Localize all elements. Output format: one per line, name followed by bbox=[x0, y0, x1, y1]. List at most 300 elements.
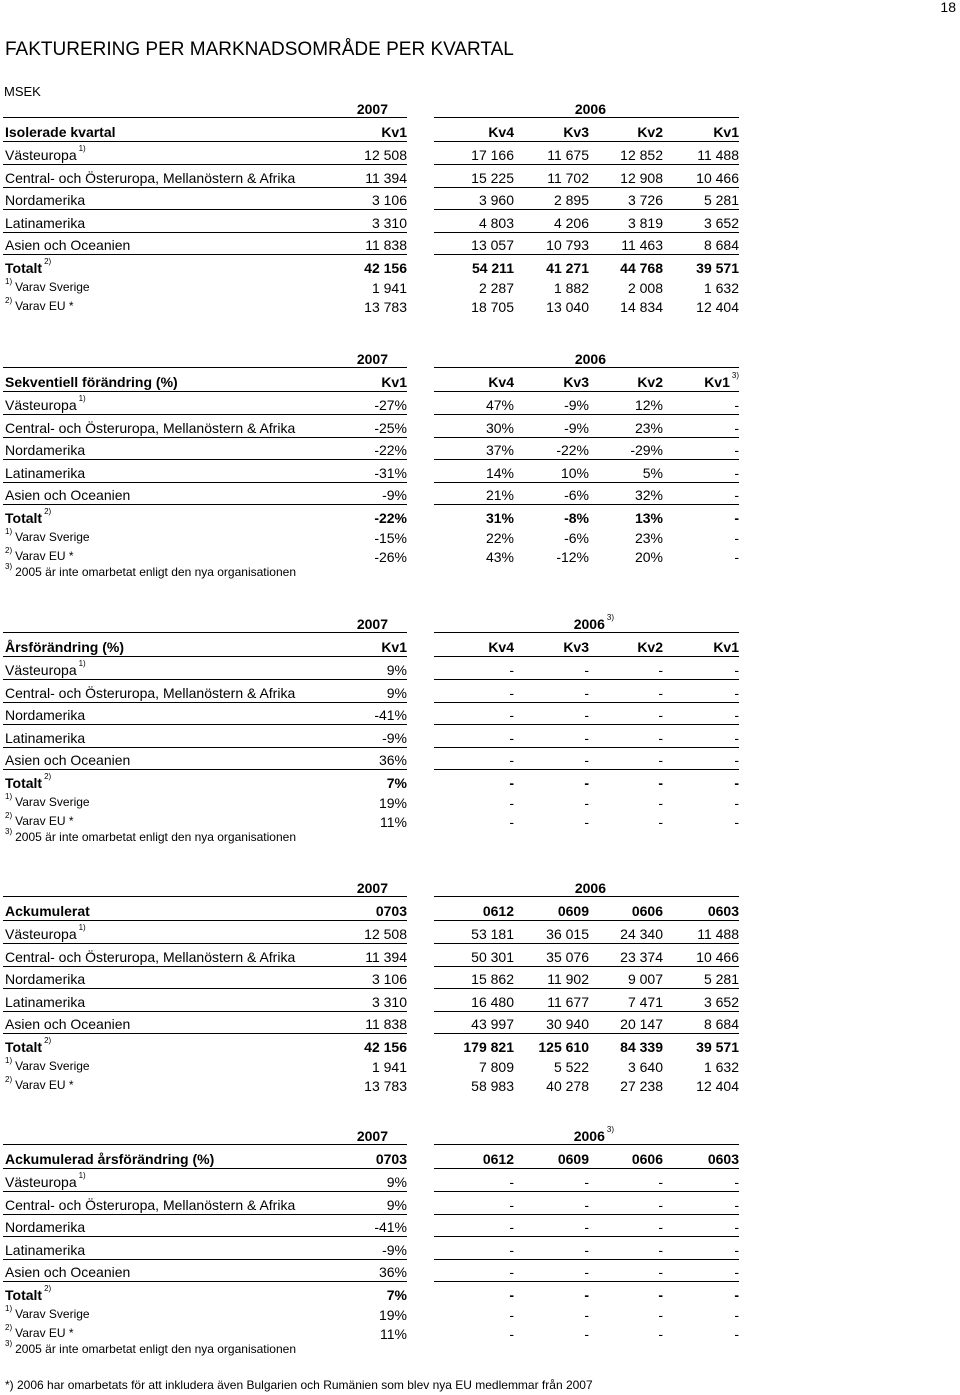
table-cell: 15 225 bbox=[471, 169, 514, 186]
table-cell: - bbox=[658, 752, 663, 769]
total-cell: 13% bbox=[634, 510, 663, 526]
column-header: 0703 bbox=[375, 1151, 407, 1167]
superscript-note: 2) bbox=[5, 545, 13, 555]
table-cell: 3 652 bbox=[703, 214, 739, 231]
total-cell: 41 271 bbox=[546, 260, 589, 276]
total-cell: -8% bbox=[564, 510, 589, 526]
table-cell: - bbox=[509, 1219, 514, 1236]
table-cell: 10 466 bbox=[696, 169, 739, 186]
total-cell: 7% bbox=[386, 775, 407, 791]
rule-line bbox=[3, 232, 407, 233]
total-cell: - bbox=[734, 510, 739, 526]
table-cell: - bbox=[658, 684, 663, 701]
table-cell: - bbox=[509, 1264, 514, 1281]
rule-line bbox=[3, 437, 407, 438]
subset-label: $^{2)}$ Varav EU * bbox=[5, 810, 74, 828]
total-cell: 44 768 bbox=[620, 260, 663, 276]
column-header: 0612 bbox=[482, 1151, 514, 1167]
rule-line bbox=[3, 504, 407, 505]
subset-cell: 2 287 bbox=[478, 280, 514, 296]
table-cell: 9% bbox=[386, 1196, 407, 1213]
superscript-note: 3) bbox=[5, 562, 13, 571]
table-cell: - bbox=[734, 752, 739, 769]
table-cell: - bbox=[734, 464, 739, 481]
table-cell: -9% bbox=[382, 487, 407, 504]
subset-cell: 12 404 bbox=[696, 298, 739, 315]
table-cell: 47% bbox=[485, 397, 514, 413]
table-cell: - bbox=[509, 707, 514, 724]
superscript-note: 2) bbox=[5, 1074, 13, 1084]
column-header: 0606 bbox=[631, 1151, 663, 1167]
total-cell: 42 156 bbox=[364, 260, 407, 276]
table-heading: Årsförändring (%) bbox=[5, 639, 124, 655]
table-header-row bbox=[0, 902, 960, 922]
total-label: Totalt $^{2)}$ bbox=[5, 257, 52, 276]
superscript-note: 2) bbox=[5, 295, 13, 305]
year-current: 2007 bbox=[356, 880, 388, 896]
table-cell: 11 463 bbox=[621, 237, 663, 254]
table-cell: -27% bbox=[374, 397, 407, 413]
subset-cell: - bbox=[509, 1325, 514, 1342]
subset-cell: 11% bbox=[380, 1325, 407, 1342]
total-cell: 31% bbox=[485, 510, 514, 526]
table-cell: - bbox=[509, 684, 514, 701]
superscript-note: 1) bbox=[78, 659, 86, 668]
superscript-note: 2) bbox=[44, 1036, 52, 1045]
subset-cell: 7 809 bbox=[478, 1059, 514, 1075]
rule-line bbox=[3, 988, 407, 989]
table-cell: 9% bbox=[386, 662, 407, 678]
rule-line bbox=[434, 187, 739, 188]
table-row bbox=[0, 751, 960, 771]
table-cell: - bbox=[734, 1264, 739, 1281]
year-current: 2007 bbox=[356, 616, 388, 632]
table-cell: - bbox=[734, 684, 739, 701]
table-cell: 3 106 bbox=[371, 971, 407, 988]
rule-line bbox=[434, 232, 739, 233]
subset-cell: 1 632 bbox=[703, 1059, 739, 1075]
table-cell: 3 310 bbox=[371, 214, 407, 231]
table-cell: 30% bbox=[485, 419, 514, 436]
subset-label: $^{2)}$ Varav EU * bbox=[5, 1074, 74, 1092]
rule-line bbox=[434, 1011, 739, 1012]
total-cell: - bbox=[509, 1287, 514, 1303]
total-cell: -22% bbox=[374, 510, 407, 526]
row-label: Asien och Oceanien bbox=[5, 237, 131, 254]
table-cell: - bbox=[584, 729, 589, 746]
year-previous: 2006 bbox=[574, 351, 606, 367]
table-row bbox=[0, 1218, 960, 1238]
rule-line bbox=[3, 724, 407, 725]
superscript-note: 2) bbox=[5, 1322, 13, 1332]
row-label: Latinamerika bbox=[5, 993, 86, 1010]
table-cell: 53 181 bbox=[471, 926, 514, 942]
table-cell: 10 793 bbox=[546, 237, 589, 254]
superscript-note: 2) bbox=[44, 257, 52, 266]
superscript-note: 3) bbox=[606, 613, 614, 622]
rule-line bbox=[3, 769, 407, 770]
subset-cell: - bbox=[658, 1325, 663, 1342]
rule-line bbox=[3, 747, 407, 748]
superscript-note: 3) bbox=[731, 371, 739, 380]
subset-cell: 12 404 bbox=[696, 1077, 739, 1094]
table-cell: 10 466 bbox=[696, 948, 739, 965]
year-previous: 2006 $^{3)}$ bbox=[573, 1125, 614, 1144]
rule-line bbox=[434, 1236, 739, 1237]
subset-cell: 1 882 bbox=[553, 280, 589, 296]
year-current: 2007 bbox=[356, 101, 388, 117]
subset-cell: 40 278 bbox=[546, 1077, 589, 1094]
table-cell: - bbox=[658, 1196, 663, 1213]
total-cell: - bbox=[658, 775, 663, 791]
rule-line bbox=[434, 1259, 739, 1260]
superscript-note: 2) bbox=[44, 1284, 52, 1293]
table-cell: 8 684 bbox=[703, 1016, 739, 1033]
table-cell: 16 480 bbox=[471, 993, 514, 1010]
table-cell: 37% bbox=[485, 442, 514, 459]
table-cell: 12% bbox=[634, 397, 663, 413]
rule-line bbox=[3, 254, 407, 255]
table-heading: Sekventiell förändring (%) bbox=[5, 374, 178, 390]
table-cell: - bbox=[584, 1241, 589, 1258]
subset-cell: - bbox=[734, 1325, 739, 1342]
rule-line bbox=[3, 1281, 407, 1282]
row-label: Asien och Oceanien bbox=[5, 1016, 131, 1033]
table-cell: 36% bbox=[378, 752, 407, 769]
table-cell: - bbox=[584, 1174, 589, 1190]
superscript-note: 1) bbox=[78, 923, 86, 932]
rule-line bbox=[434, 482, 739, 483]
rule-line bbox=[3, 459, 407, 460]
table-row bbox=[0, 1263, 960, 1283]
table-row bbox=[0, 486, 960, 506]
table-row bbox=[0, 214, 960, 234]
table-cell: 11 838 bbox=[365, 237, 407, 254]
table-cell: 36 015 bbox=[546, 926, 589, 942]
table-cell: 35 076 bbox=[546, 948, 589, 965]
table-row bbox=[0, 1173, 960, 1193]
table-cell: 5 281 bbox=[703, 192, 739, 209]
total-label: Totalt $^{2)}$ bbox=[5, 772, 52, 791]
column-header: Kv3 bbox=[563, 639, 589, 655]
table-row bbox=[0, 970, 960, 990]
rule-line bbox=[434, 254, 739, 255]
bottom-footnote: *) 2006 har omarbetats för att inkludera även Bulgarien och Rumänien som blev nya EU medlemmar från 2007 bbox=[5, 1378, 593, 1392]
total-row bbox=[0, 509, 960, 529]
subset-cell: -15% bbox=[374, 530, 407, 546]
subset-cell: 43% bbox=[485, 548, 514, 565]
total-cell: - bbox=[509, 775, 514, 791]
table-row bbox=[0, 396, 960, 416]
table-cell: - bbox=[509, 729, 514, 746]
table-heading: Ackumulerad årsförändring (%) bbox=[5, 1151, 215, 1167]
table-cell: - bbox=[658, 1219, 663, 1236]
subset-cell: - bbox=[658, 813, 663, 830]
rule-line bbox=[434, 1168, 739, 1169]
table-cell: 11 902 bbox=[547, 971, 589, 988]
subset-cell: 1 941 bbox=[371, 280, 407, 296]
table-header-row bbox=[0, 638, 960, 658]
superscript-note: 1) bbox=[5, 1056, 13, 1065]
subset-label: $^{2)}$ Varav EU * bbox=[5, 295, 74, 313]
row-label: Central- och Österuropa, Mellanöstern & Afrika bbox=[5, 169, 296, 186]
table-cell: -9% bbox=[564, 397, 589, 413]
table-cell: - bbox=[509, 1174, 514, 1190]
subset-label: $^{1)}$ Varav Sverige bbox=[5, 1056, 90, 1073]
column-header: 0609 bbox=[557, 903, 589, 919]
table-cell: 3 726 bbox=[627, 192, 663, 209]
rule-line bbox=[3, 187, 407, 188]
column-header: Kv1 bbox=[713, 639, 739, 655]
rule-line bbox=[3, 966, 407, 967]
table-row bbox=[0, 1241, 960, 1261]
subset-label: $^{1)}$ Varav Sverige bbox=[5, 792, 90, 809]
subset-cell: 27 238 bbox=[620, 1077, 663, 1094]
table-row bbox=[0, 1015, 960, 1035]
table-cell: 11 488 bbox=[697, 926, 739, 942]
table-cell: 9 007 bbox=[627, 971, 663, 988]
subset-cell: 13 040 bbox=[546, 298, 589, 315]
total-cell: - bbox=[658, 1287, 663, 1303]
table-cell: - bbox=[734, 1241, 739, 1258]
column-header: Kv4 bbox=[488, 374, 514, 390]
superscript-note: 1) bbox=[5, 527, 13, 536]
column-header: 0603 bbox=[707, 903, 739, 919]
row-label: Central- och Österuropa, Mellanöstern & Afrika bbox=[5, 684, 296, 701]
table-cell: -9% bbox=[382, 1241, 407, 1258]
row-label: Nordamerika bbox=[5, 971, 86, 988]
table-cell: 4 206 bbox=[553, 214, 589, 231]
table-cell: - bbox=[658, 707, 663, 724]
row-label: Nordamerika bbox=[5, 442, 86, 459]
subset-cell: 1 632 bbox=[703, 280, 739, 296]
rule-line bbox=[434, 209, 739, 210]
subset-row bbox=[0, 529, 960, 549]
table-cell: 8 684 bbox=[703, 237, 739, 254]
year-current: 2007 bbox=[356, 1128, 388, 1144]
total-label: Totalt $^{2)}$ bbox=[5, 1284, 52, 1303]
subset-label: $^{1)}$ Varav Sverige bbox=[5, 1304, 90, 1321]
superscript-note: 2) bbox=[5, 810, 13, 820]
table-cell: 13 057 bbox=[471, 237, 514, 254]
rule-line bbox=[434, 943, 739, 944]
column-header: 0603 bbox=[707, 1151, 739, 1167]
rule-line bbox=[434, 141, 739, 142]
table-cell: 11 488 bbox=[697, 147, 739, 163]
table-row bbox=[0, 1196, 960, 1216]
row-label: Asien och Oceanien bbox=[5, 487, 131, 504]
table-cell: - bbox=[734, 442, 739, 459]
rule-line bbox=[3, 141, 407, 142]
table-cell: - bbox=[734, 1174, 739, 1190]
rule-line bbox=[3, 679, 407, 680]
table-cell: - bbox=[584, 662, 589, 678]
table-header-row bbox=[0, 373, 960, 393]
subset-cell: - bbox=[734, 530, 739, 546]
table-row bbox=[0, 191, 960, 211]
column-header: Kv3 bbox=[563, 124, 589, 140]
table-cell: 5% bbox=[642, 464, 663, 481]
superscript-note: 3) bbox=[5, 1339, 13, 1348]
superscript-note: 1) bbox=[78, 1171, 86, 1180]
subset-cell: - bbox=[734, 813, 739, 830]
rule-line bbox=[434, 414, 739, 415]
superscript-note: 1) bbox=[5, 1304, 13, 1313]
rule-line bbox=[3, 1214, 407, 1215]
total-label: Totalt $^{2)}$ bbox=[5, 1036, 52, 1055]
rule-line bbox=[434, 632, 739, 633]
table-cell: - bbox=[509, 662, 514, 678]
column-header: Kv2 bbox=[637, 124, 663, 140]
table-cell: -22% bbox=[374, 442, 407, 459]
table-cell: -31% bbox=[374, 464, 407, 481]
row-label: Västeuropa $^{1)}$ bbox=[5, 1171, 86, 1190]
subset-cell: - bbox=[509, 795, 514, 811]
column-header: Kv1 bbox=[713, 124, 739, 140]
row-label: Västeuropa $^{1)}$ bbox=[5, 923, 86, 942]
rule-line bbox=[434, 724, 739, 725]
table-cell: - bbox=[658, 1174, 663, 1190]
table-cell: 30 940 bbox=[546, 1016, 589, 1033]
rule-line bbox=[3, 920, 407, 921]
rule-line bbox=[434, 769, 739, 770]
rule-line bbox=[434, 367, 739, 368]
table-cell: 3 652 bbox=[703, 993, 739, 1010]
rule-line bbox=[434, 1144, 739, 1145]
row-label: Asien och Oceanien bbox=[5, 752, 131, 769]
column-header: Kv1 bbox=[381, 124, 407, 140]
table-cell: 24 340 bbox=[620, 926, 663, 942]
table-cell: - bbox=[584, 752, 589, 769]
table-cell: 7 471 bbox=[627, 993, 663, 1010]
row-label: Nordamerika bbox=[5, 1219, 86, 1236]
subset-label: $^{2)}$ Varav EU * bbox=[5, 545, 74, 563]
column-header: 0612 bbox=[482, 903, 514, 919]
table-row bbox=[0, 684, 960, 704]
rule-line bbox=[3, 1144, 407, 1145]
subset-cell: - bbox=[584, 1307, 589, 1323]
table-cell: 4 803 bbox=[478, 214, 514, 231]
table-cell: 11 394 bbox=[365, 169, 407, 186]
row-label: Central- och Österuropa, Mellanöstern & Afrika bbox=[5, 1196, 296, 1213]
subset-cell: 18 705 bbox=[471, 298, 514, 315]
table-cell: 12 508 bbox=[364, 147, 407, 163]
subset-cell: 3 640 bbox=[627, 1059, 663, 1075]
table-cell: - bbox=[658, 729, 663, 746]
table-row bbox=[0, 729, 960, 749]
subset-cell: - bbox=[584, 813, 589, 830]
row-label: Latinamerika bbox=[5, 464, 86, 481]
subset-cell: - bbox=[509, 813, 514, 830]
rule-line bbox=[3, 1236, 407, 1237]
subset-cell: 19% bbox=[378, 795, 407, 811]
unit-label: MSEK bbox=[4, 84, 41, 99]
total-cell: 39 571 bbox=[696, 1039, 739, 1055]
subset-cell: 11% bbox=[380, 813, 407, 830]
total-label: Totalt $^{2)}$ bbox=[5, 507, 52, 526]
rule-line bbox=[434, 702, 739, 703]
rule-line bbox=[434, 117, 739, 118]
row-label: Latinamerika bbox=[5, 729, 86, 746]
rule-line bbox=[3, 896, 407, 897]
table-cell: 5 281 bbox=[703, 971, 739, 988]
rule-line bbox=[434, 988, 739, 989]
table-cell: - bbox=[734, 707, 739, 724]
total-row bbox=[0, 1038, 960, 1058]
rule-line bbox=[3, 1011, 407, 1012]
superscript-note: 1) bbox=[78, 144, 86, 153]
subset-cell: - bbox=[509, 1307, 514, 1323]
table-cell: - bbox=[509, 752, 514, 769]
subset-cell: 20% bbox=[634, 548, 663, 565]
column-header: Kv1 bbox=[381, 639, 407, 655]
total-cell: 39 571 bbox=[696, 260, 739, 276]
table-row bbox=[0, 146, 960, 166]
total-cell: - bbox=[734, 1287, 739, 1303]
superscript-note: 2) bbox=[44, 772, 52, 781]
column-header: Kv4 bbox=[488, 124, 514, 140]
table-cell: -41% bbox=[374, 707, 407, 724]
subset-cell: -6% bbox=[564, 530, 589, 546]
subset-cell: - bbox=[734, 548, 739, 565]
superscript-note: 2) bbox=[44, 507, 52, 516]
rule-line bbox=[3, 1259, 407, 1260]
table-cell: - bbox=[734, 397, 739, 413]
table-cell: 11 702 bbox=[547, 169, 589, 186]
column-header: 0606 bbox=[631, 903, 663, 919]
subset-row bbox=[0, 1306, 960, 1326]
superscript-note: 3) bbox=[606, 1125, 614, 1134]
table-cell: - bbox=[734, 1196, 739, 1213]
table-cell: 11 677 bbox=[547, 993, 589, 1010]
subset-cell: - bbox=[584, 1325, 589, 1342]
rule-line bbox=[434, 896, 739, 897]
subset-cell: -12% bbox=[556, 548, 589, 565]
subset-cell: 14 834 bbox=[620, 298, 663, 315]
table-cell: - bbox=[584, 707, 589, 724]
subset-cell: -26% bbox=[374, 548, 407, 565]
table-cell: - bbox=[734, 662, 739, 678]
total-cell: 84 339 bbox=[620, 1039, 663, 1055]
subset-cell: 58 983 bbox=[471, 1077, 514, 1094]
rule-line bbox=[3, 482, 407, 483]
subset-cell: - bbox=[658, 795, 663, 811]
table-cell: 32% bbox=[634, 487, 663, 504]
table-cell: 3 310 bbox=[371, 993, 407, 1010]
table-cell: -6% bbox=[564, 487, 589, 504]
table-header-row bbox=[0, 1150, 960, 1170]
superscript-note: 1) bbox=[78, 394, 86, 403]
row-label: Asien och Oceanien bbox=[5, 1264, 131, 1281]
table-cell: 50 301 bbox=[471, 948, 514, 965]
table-row bbox=[0, 993, 960, 1013]
total-cell: 54 211 bbox=[471, 260, 514, 276]
table-footnote: $^{3)}$ 2005 är inte omarbetat enligt den nya organisationen bbox=[5, 1339, 296, 1356]
table-cell: 12 908 bbox=[620, 169, 663, 186]
table-cell: 15 862 bbox=[471, 971, 514, 988]
rule-line bbox=[434, 437, 739, 438]
rule-line bbox=[3, 164, 407, 165]
row-label: Västeuropa $^{1)}$ bbox=[5, 659, 86, 678]
rule-line bbox=[3, 1033, 407, 1034]
rule-line bbox=[434, 747, 739, 748]
table-cell: 3 106 bbox=[371, 192, 407, 209]
rule-line bbox=[3, 1168, 407, 1169]
table-row bbox=[0, 706, 960, 726]
total-cell: - bbox=[584, 775, 589, 791]
table-cell: 23% bbox=[634, 419, 663, 436]
row-label: Västeuropa $^{1)}$ bbox=[5, 394, 86, 413]
